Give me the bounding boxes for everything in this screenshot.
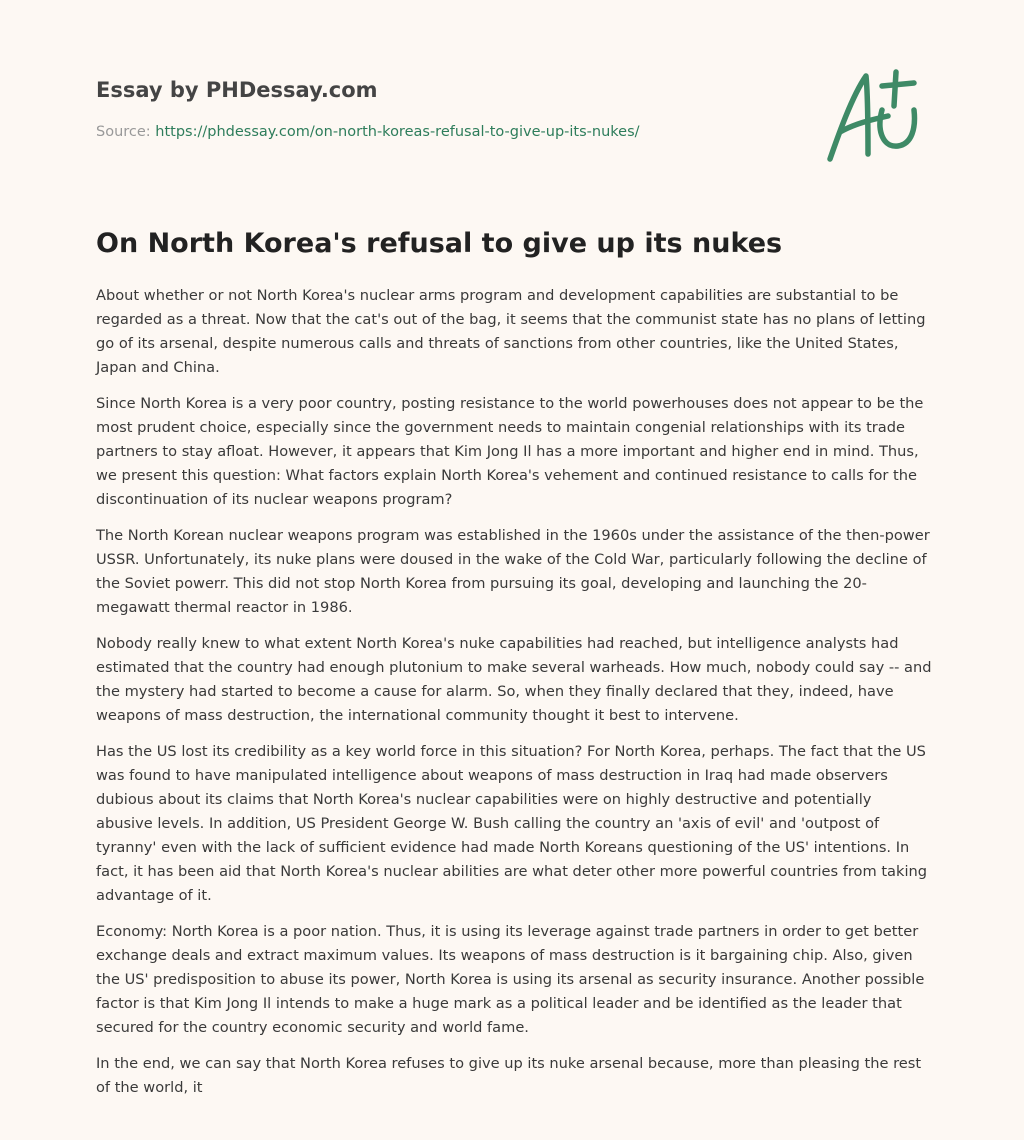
essay-paragraph: The North Korean nuclear weapons program was established in the 1960s under the assistance of the then-power USSR. Unfortunately, its nuke plans were doused in the wake of the Cold War, particularly following the decline of the Soviet powerr. This did not stop North Korea from pursuing its goal, developing and launching the 20-megawatt thermal reactor in 1986. [96,527,930,616]
essay-paragraph: Nobody really knew to what extent North Korea's nuke capabilities had reached, but intelligence analysts had estimated that the country had enough plutonium to make several warheads. How much, nobody could say -- and the mystery had started to become a cause for alarm. So, when they finally declared that they, indeed, have weapons of mass destruction, the international community thought it best to intervene. [96,635,932,724]
essay-header [96,76,796,142]
source-link[interactable]: https://phdessay.com/on-north-koreas-refusal-to-give-up-its-nukes/ [155,124,640,140]
essay-paragraph: About whether or not North Korea's nuclear arms program and development capabilities are substantial to be regarded as a threat. Now that the cat's out of the bag, it seems that the communist state has no plans of letting go of its arsenal, despite numerous calls and threats of sanctions from other countries, like the United States, Japan and China. [96,287,926,376]
essay-title: On North Korea's refusal to give up its nukes [96,228,783,259]
essay-paragraph: In the end, we can say that North Korea refuses to give up its nuke arsenal because, more than pleasing the rest of the world, it [96,1055,922,1096]
a-plus-logo-icon [818,66,928,166]
essay-paragraph: Economy: North Korea is a poor nation. Thus, it is using its leverage against trade partners in order to get better exchange deals and extract maximum values. Its weapons of mass destruction is it bargaining chip. Also, given the US' predisposition to abuse its power, North Korea is using its arsenal as security insurance. Another possible factor is that Kim Jong Il intends to make a huge mark as a political leader and be identified as the leader that secured for the country economic security and world fame. [96,923,925,1036]
site-brand: Essay by PHDessay.com [96,78,378,102]
essay-paragraph: Since North Korea is a very poor country, posting resistance to the world powerhouses does not appear to be the most prudent choice, especially since the government needs to maintain congenial relationships with its trade partners to stay afloat. However, it appears that Kim Jong Il has a more important and higher end in mind. Thus, we present this question: What factors explain North Korea's vehement and continued resistance to calls for the discontinuation of its nuclear weapons program? [96,395,924,508]
source-line [96,122,796,142]
essay-paragraph: Has the US lost its credibility as a key world force in this situation? For North Korea, perhaps. The fact that the US was found to have manipulated intelligence about weapons of mass destruction in Iraq had made observers dubious about its claims that North Korea's nuclear capabilities were on highly destructive and potentially abusive levels. In addition, US President George W. Bush calling the country an 'axis of evil' and 'outpost of tyranny' even with the lack of sufficient evidence had made North Koreans questioning of the US' intentions. In fact, it has been aid that North Korea's nuclear abilities are what deter other more powerful countries from taking advantage of it. [96,743,928,904]
source-label: Source: [96,124,156,140]
essay-body [96,284,932,1112]
